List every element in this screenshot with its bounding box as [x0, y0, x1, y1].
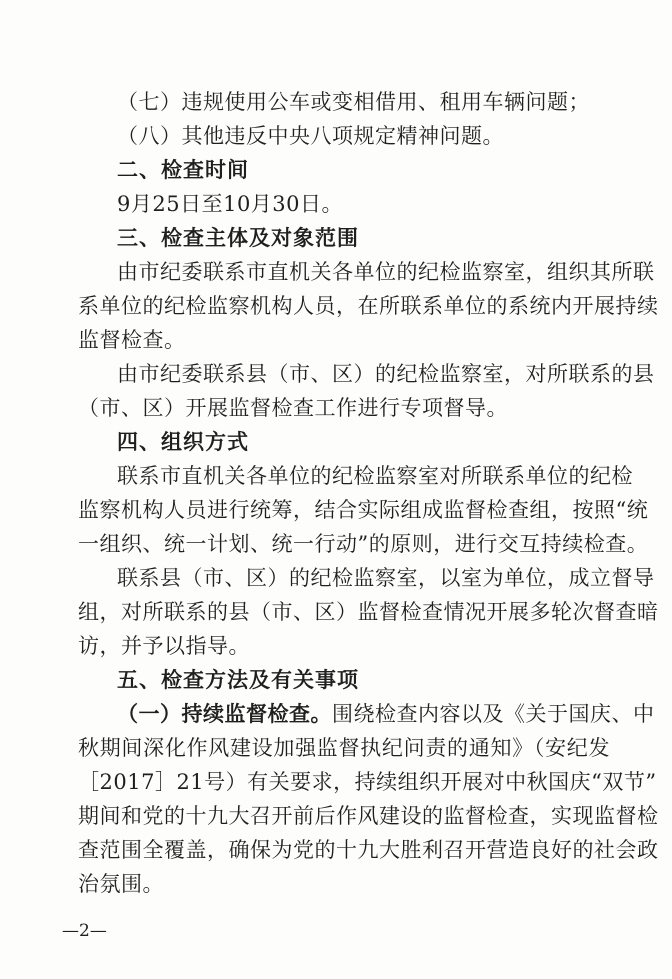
paragraph-line: 查范围全覆盖，确保为党的十九大胜利召开营造良好的社会政 — [78, 838, 659, 862]
lead-in-rest: 围绕检查内容以及《关于国庆、中 — [332, 702, 655, 726]
paragraph-line — [117, 699, 655, 729]
inspection-dates: 9月25日至10月30日。 — [117, 192, 344, 216]
paragraph-line: ［2017］21号）有关要求，持续组织开展对中秋国庆“双节” — [78, 770, 657, 794]
paragraph-line: 治氛围。 — [78, 872, 164, 896]
paragraph-line: （市、区）开展监督检查工作进行专项督导。 — [78, 396, 508, 420]
heading-methods: 五、检查方法及有关事项 — [117, 668, 359, 692]
heading-organization: 四、组织方式 — [117, 430, 249, 454]
paragraph-line: 访，并予以指导。 — [78, 634, 250, 658]
paragraph-line: 由市纪委联系县（市、区）的纪检监察室，对所联系的县 — [117, 362, 655, 386]
item-seven: （七）违规使用公车或变相借用、租用车辆问题； — [117, 90, 590, 114]
paragraph-line: 联系市直机关各单位的纪检监察室对所联系单位的纪检 — [117, 464, 633, 488]
item-eight: （八）其他违反中央八项规定精神问题。 — [117, 124, 504, 148]
paragraph-line: 联系县（市、区）的纪检监察室，以室为单位，成立督导 — [117, 566, 655, 590]
paragraph-line: 由市纪委联系市直机关各单位的纪检监察室，组织其所联 — [117, 260, 655, 284]
bold-lead-in: （一）持续监督检查。 — [117, 702, 332, 726]
paragraph-line: 秋期间深化作风建设加强监督执纪问责的通知》（安纪发 — [78, 736, 610, 760]
paragraph-line: 系单位的纪检监察机构人员，在所联系单位的系统内开展持续 — [78, 294, 659, 318]
paragraph-line: 一组织、统一计划、统一行动”的原则，进行交互持续检查。 — [78, 532, 649, 556]
heading-inspection-time: 二、检查时间 — [117, 158, 249, 182]
paragraph-line: 监察机构人员进行统筹，结合实际组成监督检查组，按照“统 — [78, 498, 649, 522]
paragraph-line: 组，对所联系的县（市、区）监督检查情况开展多轮次督查暗 — [78, 600, 659, 624]
paragraph-line: 监督检查。 — [78, 328, 186, 352]
paragraph-line: 期间和党的十九大召开前后作风建设的监督检查，实现监督检 — [78, 804, 659, 828]
heading-inspection-scope: 三、检查主体及对象范围 — [117, 226, 359, 250]
page-number: —2— — [62, 921, 107, 941]
